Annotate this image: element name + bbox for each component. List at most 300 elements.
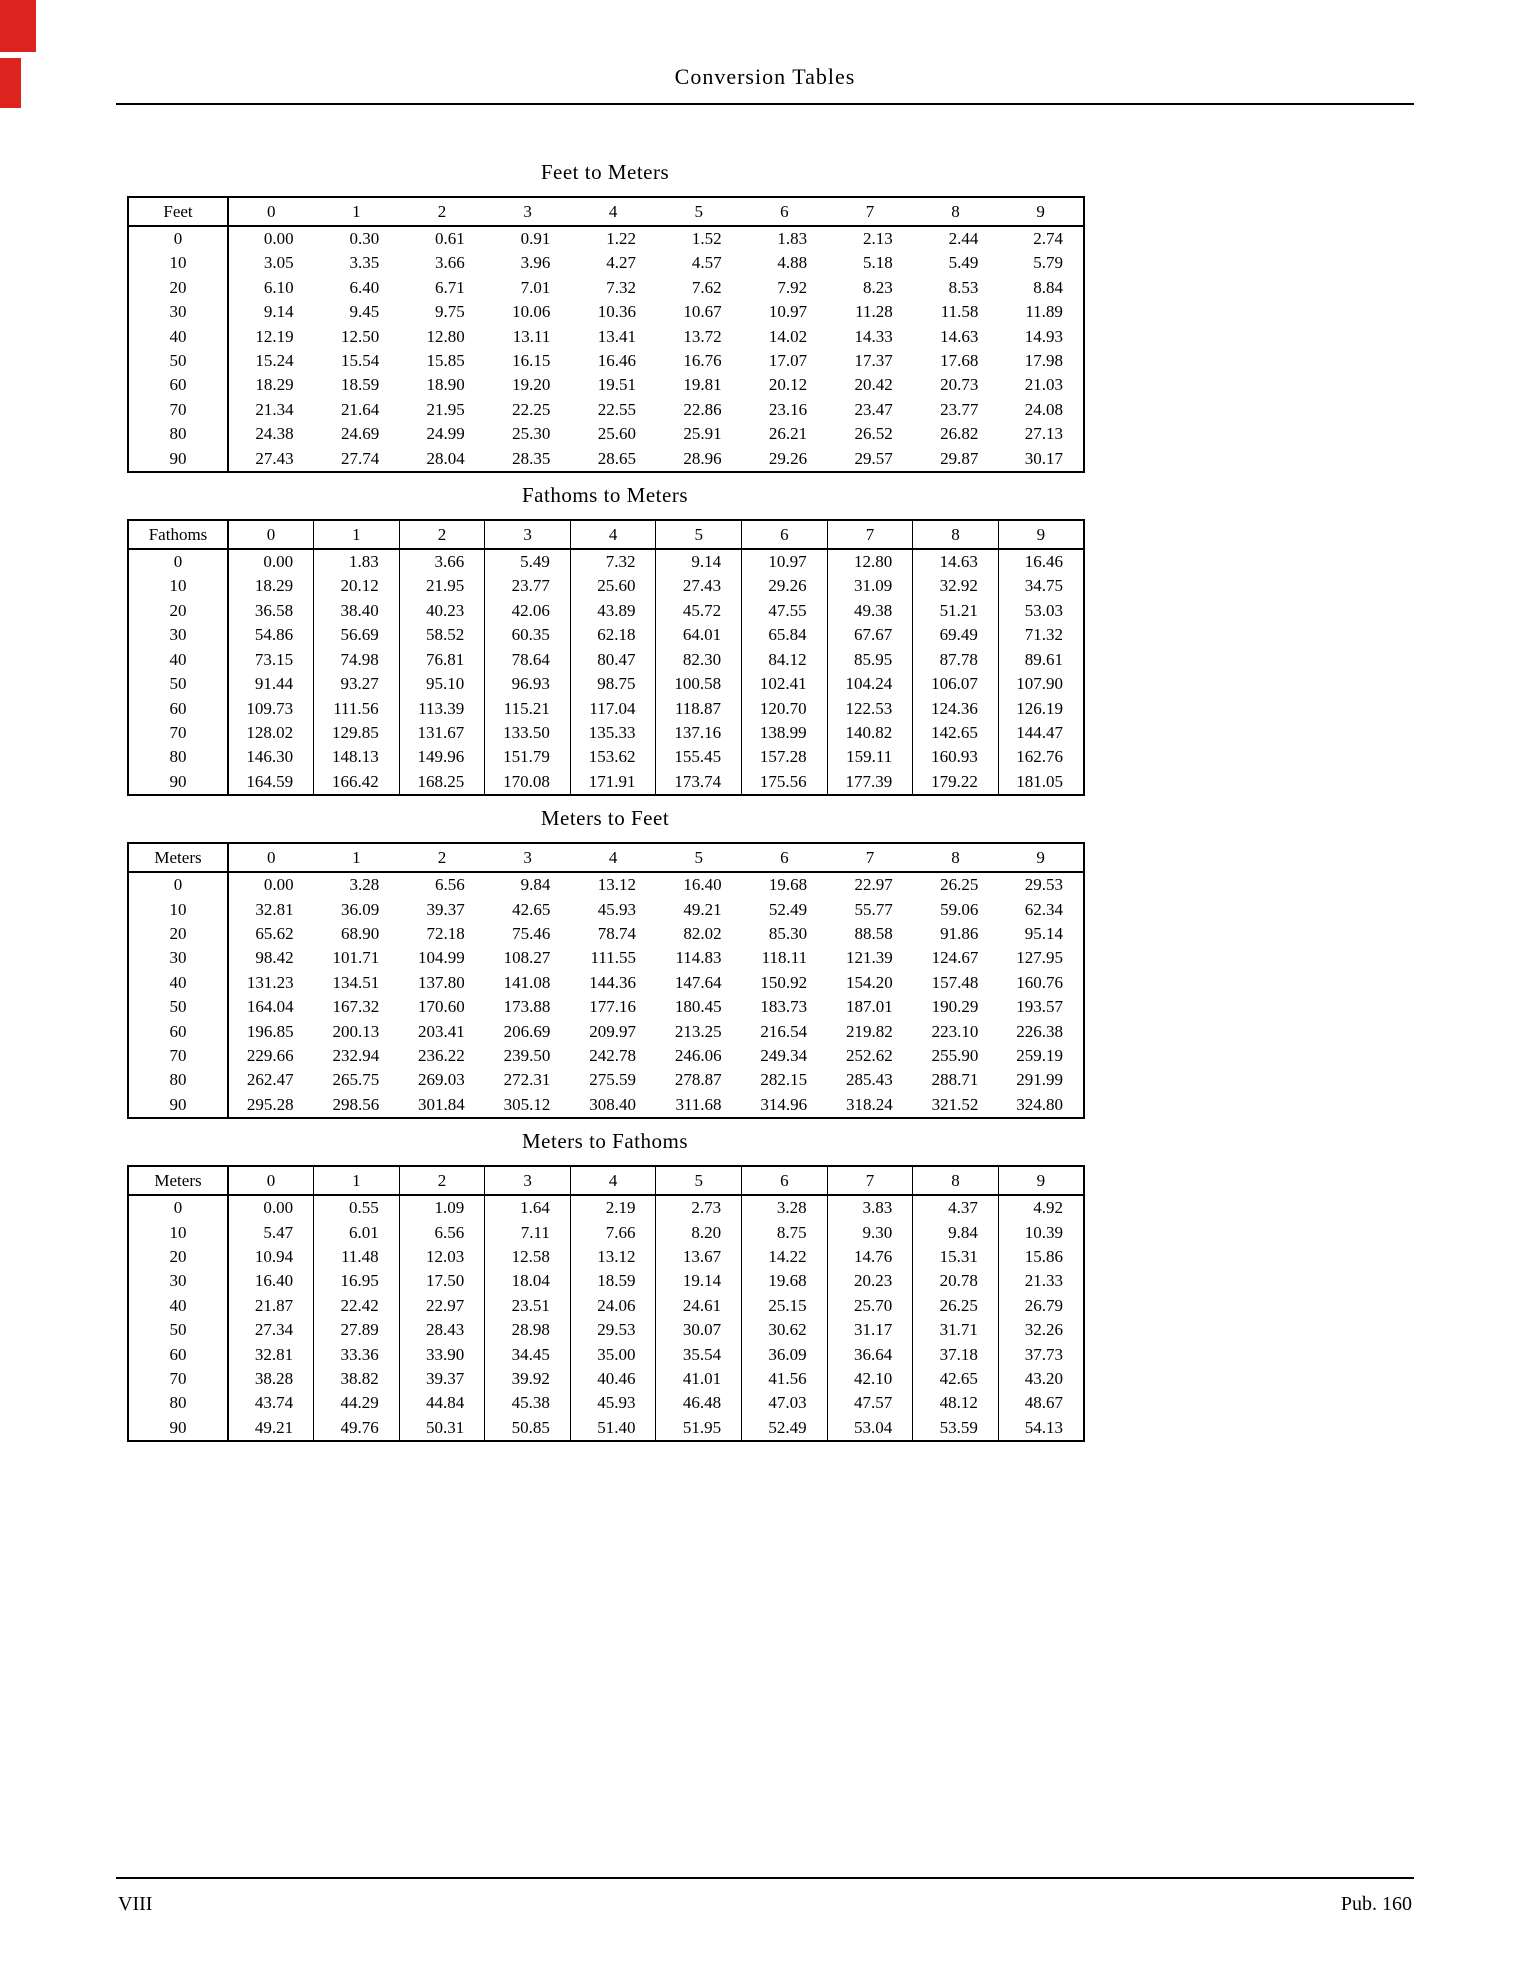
column-header: 1 <box>314 1166 400 1195</box>
cell-value: 10.97 <box>768 302 808 322</box>
cell-value: 54.13 <box>998 1416 1084 1441</box>
cell-value: 82.30 <box>656 648 742 672</box>
cell-value: 246.06 <box>674 1045 722 1065</box>
cell-value: 128.02 <box>228 721 314 745</box>
cell-value: 162.76 <box>998 745 1084 769</box>
row-label: 50 <box>128 349 228 373</box>
cell-value: 91.44 <box>228 672 314 696</box>
row-label: 30 <box>128 946 228 970</box>
cell-value: 311.68 <box>675 1094 722 1114</box>
column-header: 5 <box>656 197 742 226</box>
column-header: 7 <box>827 197 913 226</box>
cell-value: 12.03 <box>399 1245 485 1269</box>
cell-value: 146.30 <box>228 745 314 769</box>
cell-value: 25.91 <box>683 424 722 444</box>
cell-value: 13.41 <box>597 326 636 346</box>
table-section <box>127 483 1083 796</box>
cell-value: 9.84 <box>913 1221 999 1245</box>
page-number: VIII <box>118 1893 153 1915</box>
cell-value: 187.01 <box>846 997 893 1017</box>
cell-value: 232.94 <box>332 1045 380 1065</box>
cell-value: 9.75 <box>435 302 465 322</box>
cell-value: 2.19 <box>570 1195 656 1220</box>
cell-value: 269.03 <box>418 1070 465 1090</box>
row-label: 50 <box>128 995 228 1019</box>
cell-value: 25.30 <box>512 424 551 444</box>
cell-value: 19.20 <box>512 375 551 395</box>
cell-value: 49.21 <box>683 899 722 919</box>
cell-value: 10.39 <box>998 1221 1084 1245</box>
cell-value: 91.86 <box>940 923 979 943</box>
table-row <box>128 1245 1084 1269</box>
table-row <box>128 1269 1084 1293</box>
row-label: 40 <box>128 1294 228 1318</box>
cell-value: 88.58 <box>854 923 893 943</box>
cell-value: 40.23 <box>399 599 485 623</box>
cell-value: 295.28 <box>246 1094 294 1114</box>
cell-value: 62.34 <box>1024 899 1063 919</box>
page-title: Conversion Tables <box>674 64 856 89</box>
cell-value: 14.63 <box>913 549 999 574</box>
cell-value: 15.24 <box>255 351 294 371</box>
cell-value: 42.10 <box>827 1367 913 1391</box>
column-header: 8 <box>913 1166 999 1195</box>
column-header: 9 <box>998 197 1084 226</box>
cell-value: 140.82 <box>827 721 913 745</box>
row-label: 50 <box>128 1318 228 1342</box>
cell-value: 106.07 <box>913 672 999 696</box>
cell-value: 21.95 <box>399 574 485 598</box>
cell-value: 3.28 <box>349 875 380 895</box>
cell-value: 46.48 <box>656 1391 742 1415</box>
cell-value: 0.00 <box>228 1195 314 1220</box>
row-label: 70 <box>128 1044 228 1068</box>
cell-value: 16.15 <box>512 351 551 371</box>
cell-value: 27.13 <box>1024 424 1063 444</box>
cell-value: 15.54 <box>340 351 380 371</box>
column-header: 1 <box>314 197 400 226</box>
cell-value: 10.94 <box>228 1245 314 1269</box>
cell-value: 142.65 <box>913 721 999 745</box>
table-row <box>128 325 1084 349</box>
cell-value: 23.51 <box>485 1294 571 1318</box>
column-header: 4 <box>570 520 656 549</box>
table-row <box>128 697 1084 721</box>
cell-value: 15.86 <box>998 1245 1084 1269</box>
cell-value: 26.82 <box>940 424 979 444</box>
cell-value: 26.25 <box>913 1294 999 1318</box>
cell-value: 3.05 <box>263 253 294 273</box>
cell-value: 53.59 <box>913 1416 999 1441</box>
cell-value: 153.62 <box>570 745 656 769</box>
cell-value: 124.67 <box>931 948 979 968</box>
column-header: 2 <box>399 197 485 226</box>
cell-value: 7.32 <box>606 277 636 297</box>
cell-value: 100.58 <box>656 672 742 696</box>
cell-value: 115.21 <box>485 697 571 721</box>
cell-value: 282.15 <box>760 1070 808 1090</box>
cell-value: 10.06 <box>512 302 551 322</box>
cell-value: 24.38 <box>255 424 294 444</box>
cell-value: 73.15 <box>228 648 314 672</box>
cell-value: 1.83 <box>777 229 808 248</box>
row-label: 30 <box>128 623 228 647</box>
cell-value: 14.02 <box>768 326 808 346</box>
cell-value: 53.03 <box>998 599 1084 623</box>
cell-value: 298.56 <box>332 1094 380 1114</box>
cell-value: 151.79 <box>485 745 571 769</box>
table-title: Meters to Feet <box>540 806 670 831</box>
cell-value: 89.61 <box>998 648 1084 672</box>
cell-value: 27.89 <box>314 1318 400 1342</box>
cell-value: 111.55 <box>590 948 636 968</box>
cell-value: 239.50 <box>503 1045 551 1065</box>
table-row <box>128 922 1084 946</box>
cell-value: 28.96 <box>683 448 722 468</box>
cell-value: 17.68 <box>940 351 979 371</box>
row-label: 90 <box>128 447 228 472</box>
table-row <box>128 1343 1084 1367</box>
cell-value: 3.66 <box>435 253 465 273</box>
cell-value: 98.75 <box>570 672 656 696</box>
red-edge-mark-top <box>0 0 36 52</box>
cell-value: 80.47 <box>570 648 656 672</box>
cell-value: 324.80 <box>1016 1094 1063 1114</box>
cell-value: 21.95 <box>426 399 465 419</box>
cell-value: 0.00 <box>263 875 294 895</box>
cell-value: 48.12 <box>913 1391 999 1415</box>
table-row <box>128 1195 1084 1220</box>
cell-value: 5.79 <box>1033 253 1063 273</box>
cell-value: 22.86 <box>683 399 722 419</box>
cell-value: 18.29 <box>228 574 314 598</box>
cell-value: 30.62 <box>742 1318 828 1342</box>
cell-value: 12.80 <box>426 326 465 346</box>
cell-value: 8.75 <box>742 1221 828 1245</box>
cell-value: 16.46 <box>998 549 1084 574</box>
cell-value: 35.54 <box>656 1343 742 1367</box>
cell-value: 85.30 <box>768 923 808 943</box>
cell-value: 190.29 <box>931 997 979 1017</box>
cell-value: 14.22 <box>742 1245 828 1269</box>
row-label: 80 <box>128 745 228 769</box>
table-row <box>128 398 1084 422</box>
cell-value: 275.59 <box>589 1070 636 1090</box>
cell-value: 25.60 <box>597 424 636 444</box>
cell-value: 29.87 <box>940 448 979 468</box>
cell-value: 102.41 <box>742 672 828 696</box>
cell-value: 95.10 <box>399 672 485 696</box>
column-header: 8 <box>913 843 999 872</box>
row-label: 10 <box>128 898 228 922</box>
table-row <box>128 1044 1084 1068</box>
cell-value: 272.31 <box>503 1070 551 1090</box>
cell-value: 223.10 <box>931 1021 979 1041</box>
row-label: 60 <box>128 373 228 397</box>
cell-value: 285.43 <box>846 1070 893 1090</box>
cell-value: 20.73 <box>940 375 979 395</box>
cell-value: 134.51 <box>332 972 380 992</box>
cell-value: 45.72 <box>656 599 742 623</box>
cell-value: 68.90 <box>340 923 380 943</box>
cell-value: 2.74 <box>1033 229 1063 248</box>
cell-value: 170.60 <box>418 997 465 1017</box>
row-label: 90 <box>128 1416 228 1441</box>
stub-header: Meters <box>128 1166 228 1195</box>
table-row <box>128 226 1084 251</box>
cell-value: 85.95 <box>827 648 913 672</box>
cell-value: 39.92 <box>485 1367 571 1391</box>
column-header: 2 <box>399 1166 485 1195</box>
cell-value: 1.52 <box>691 229 722 248</box>
column-header: 9 <box>998 1166 1084 1195</box>
cell-value: 16.46 <box>597 351 636 371</box>
row-label: 0 <box>128 1195 228 1220</box>
table-row <box>128 995 1084 1019</box>
cell-value: 193.57 <box>1016 997 1063 1017</box>
row-label: 40 <box>128 648 228 672</box>
column-header: 9 <box>998 520 1084 549</box>
cell-value: 213.25 <box>674 1021 722 1041</box>
table-row <box>128 373 1084 397</box>
column-header: 8 <box>913 197 999 226</box>
cell-value: 1.83 <box>314 549 400 574</box>
cell-value: 26.21 <box>768 424 808 444</box>
cell-value: 16.76 <box>683 351 722 371</box>
table-row <box>128 1221 1084 1245</box>
column-header: 7 <box>827 520 913 549</box>
cell-value: 42.06 <box>485 599 571 623</box>
cell-value: 53.04 <box>827 1416 913 1441</box>
table-row <box>128 251 1084 275</box>
column-header: 5 <box>656 843 742 872</box>
cell-value: 32.81 <box>255 899 294 919</box>
cell-value: 4.37 <box>913 1195 999 1220</box>
cell-value: 24.61 <box>656 1294 742 1318</box>
conversion-table <box>127 519 1085 796</box>
cell-value: 20.12 <box>768 375 808 395</box>
cell-value: 2.73 <box>656 1195 742 1220</box>
cell-value: 157.28 <box>742 745 828 769</box>
cell-value: 52.49 <box>768 899 808 919</box>
cell-value: 154.20 <box>846 972 893 992</box>
cell-value: 138.99 <box>742 721 828 745</box>
cell-value: 42.65 <box>512 899 551 919</box>
cell-value: 28.98 <box>485 1318 571 1342</box>
cell-value: 49.76 <box>314 1416 400 1441</box>
cell-value: 6.10 <box>263 277 294 297</box>
cell-value: 22.42 <box>314 1294 400 1318</box>
cell-value: 76.81 <box>399 648 485 672</box>
cell-value: 11.58 <box>940 302 979 322</box>
cell-value: 305.12 <box>503 1094 551 1114</box>
cell-value: 47.57 <box>827 1391 913 1415</box>
cell-value: 16.40 <box>683 875 722 895</box>
cell-value: 14.33 <box>854 326 893 346</box>
cell-value: 122.53 <box>827 697 913 721</box>
cell-value: 9.14 <box>263 302 294 322</box>
cell-value: 8.23 <box>863 277 893 297</box>
row-label: 80 <box>128 1391 228 1415</box>
cell-value: 31.71 <box>913 1318 999 1342</box>
cell-value: 3.83 <box>827 1195 913 1220</box>
cell-value: 18.04 <box>485 1269 571 1293</box>
cell-value: 21.64 <box>340 399 380 419</box>
cell-value: 18.59 <box>340 375 380 395</box>
table-row <box>128 1416 1084 1441</box>
cell-value: 29.26 <box>768 448 808 468</box>
cell-value: 19.68 <box>742 1269 828 1293</box>
cell-value: 30.17 <box>1024 448 1063 468</box>
cell-value: 28.04 <box>426 448 465 468</box>
cell-value: 14.76 <box>827 1245 913 1269</box>
cell-value: 21.33 <box>998 1269 1084 1293</box>
cell-value: 160.93 <box>913 745 999 769</box>
cell-value: 69.49 <box>913 623 999 647</box>
cell-value: 9.14 <box>656 549 742 574</box>
red-edge-mark-bottom <box>0 58 21 108</box>
cell-value: 31.09 <box>827 574 913 598</box>
cell-value: 24.08 <box>1024 399 1063 419</box>
cell-value: 39.37 <box>426 899 465 919</box>
table-row <box>128 721 1084 745</box>
cell-value: 45.93 <box>570 1391 656 1415</box>
cell-value: 32.81 <box>228 1343 314 1367</box>
cell-value: 179.22 <box>913 770 999 795</box>
cell-value: 8.20 <box>656 1221 742 1245</box>
cell-value: 117.04 <box>570 697 656 721</box>
cell-value: 23.77 <box>485 574 571 598</box>
header-rule <box>116 103 1414 105</box>
cell-value: 167.32 <box>332 997 380 1017</box>
cell-value: 104.24 <box>827 672 913 696</box>
cell-value: 24.99 <box>426 424 465 444</box>
cell-value: 51.40 <box>570 1416 656 1441</box>
cell-value: 36.58 <box>228 599 314 623</box>
publication-number: Pub. 160 <box>1340 1893 1412 1915</box>
cell-value: 308.40 <box>589 1094 636 1114</box>
table-row <box>128 971 1084 995</box>
column-header: 5 <box>656 1166 742 1195</box>
row-label: 10 <box>128 1221 228 1245</box>
cell-value: 157.48 <box>931 972 979 992</box>
cell-value: 15.31 <box>913 1245 999 1269</box>
cell-value: 126.19 <box>998 697 1084 721</box>
cell-value: 155.45 <box>656 745 742 769</box>
cell-value: 75.46 <box>512 923 551 943</box>
table-row <box>128 872 1084 897</box>
cell-value: 29.53 <box>1024 875 1063 895</box>
cell-value: 6.71 <box>435 277 465 297</box>
cell-value: 49.38 <box>827 599 913 623</box>
cell-value: 50.31 <box>399 1416 485 1441</box>
table-header-row <box>128 1166 1084 1195</box>
cell-value: 318.24 <box>846 1094 893 1114</box>
cell-value: 11.28 <box>855 302 893 322</box>
cell-value: 78.74 <box>597 923 636 943</box>
cell-value: 65.84 <box>742 623 828 647</box>
row-label: 20 <box>128 922 228 946</box>
column-header: 2 <box>399 843 485 872</box>
cell-value: 6.01 <box>314 1221 400 1245</box>
cell-value: 0.61 <box>435 229 465 248</box>
cell-value: 11.48 <box>314 1245 400 1269</box>
cell-value: 64.01 <box>656 623 742 647</box>
cell-value: 33.36 <box>314 1343 400 1367</box>
cell-value: 10.67 <box>683 302 722 322</box>
cell-value: 209.97 <box>589 1021 636 1041</box>
row-label: 10 <box>128 574 228 598</box>
cell-value: 171.91 <box>570 770 656 795</box>
cell-value: 17.98 <box>1024 351 1063 371</box>
cell-value: 150.92 <box>760 972 808 992</box>
cell-value: 20.42 <box>854 375 893 395</box>
cell-value: 13.67 <box>656 1245 742 1269</box>
row-label: 20 <box>128 1245 228 1269</box>
cell-value: 3.35 <box>349 253 380 273</box>
cell-value: 34.45 <box>485 1343 571 1367</box>
table-row <box>128 770 1084 795</box>
cell-value: 58.52 <box>399 623 485 647</box>
row-label: 20 <box>128 599 228 623</box>
table-row <box>128 1294 1084 1318</box>
cell-value: 25.70 <box>827 1294 913 1318</box>
cell-value: 7.32 <box>570 549 656 574</box>
cell-value: 50.85 <box>485 1416 571 1441</box>
cell-value: 45.38 <box>485 1391 571 1415</box>
cell-value: 10.36 <box>597 302 636 322</box>
cell-value: 43.74 <box>228 1391 314 1415</box>
column-header: 4 <box>570 197 656 226</box>
cell-value: 124.36 <box>913 697 999 721</box>
cell-value: 137.80 <box>418 972 465 992</box>
cell-value: 6.40 <box>349 277 380 297</box>
cell-value: 41.01 <box>656 1367 742 1391</box>
table-row <box>128 745 1084 769</box>
cell-value: 27.43 <box>255 448 294 468</box>
cell-value: 95.14 <box>1024 923 1063 943</box>
cell-value: 1.09 <box>399 1195 485 1220</box>
cell-value: 16.40 <box>228 1269 314 1293</box>
cell-value: 4.27 <box>606 253 636 273</box>
cell-value: 0.55 <box>314 1195 400 1220</box>
cell-value: 22.97 <box>854 875 893 895</box>
cell-value: 36.09 <box>742 1343 828 1367</box>
cell-value: 14.63 <box>940 326 979 346</box>
cell-value: 38.28 <box>228 1367 314 1391</box>
table-row <box>128 1318 1084 1342</box>
table-row <box>128 672 1084 696</box>
column-header: 0 <box>228 520 314 549</box>
conversion-table <box>127 1165 1085 1442</box>
table-row <box>128 1367 1084 1391</box>
cell-value: 20.23 <box>827 1269 913 1293</box>
cell-value: 42.65 <box>913 1367 999 1391</box>
cell-value: 5.49 <box>948 253 979 273</box>
cell-value: 11.89 <box>1025 302 1063 322</box>
cell-value: 12.80 <box>827 549 913 574</box>
cell-value: 206.69 <box>503 1021 551 1041</box>
cell-value: 20.12 <box>314 574 400 598</box>
cell-value: 14.93 <box>1024 326 1063 346</box>
cell-value: 18.29 <box>255 375 294 395</box>
table-row <box>128 1020 1084 1044</box>
cell-value: 54.86 <box>228 623 314 647</box>
cell-value: 149.96 <box>399 745 485 769</box>
cell-value: 21.87 <box>228 1294 314 1318</box>
cell-value: 9.84 <box>520 875 551 895</box>
cell-value: 200.13 <box>332 1021 380 1041</box>
